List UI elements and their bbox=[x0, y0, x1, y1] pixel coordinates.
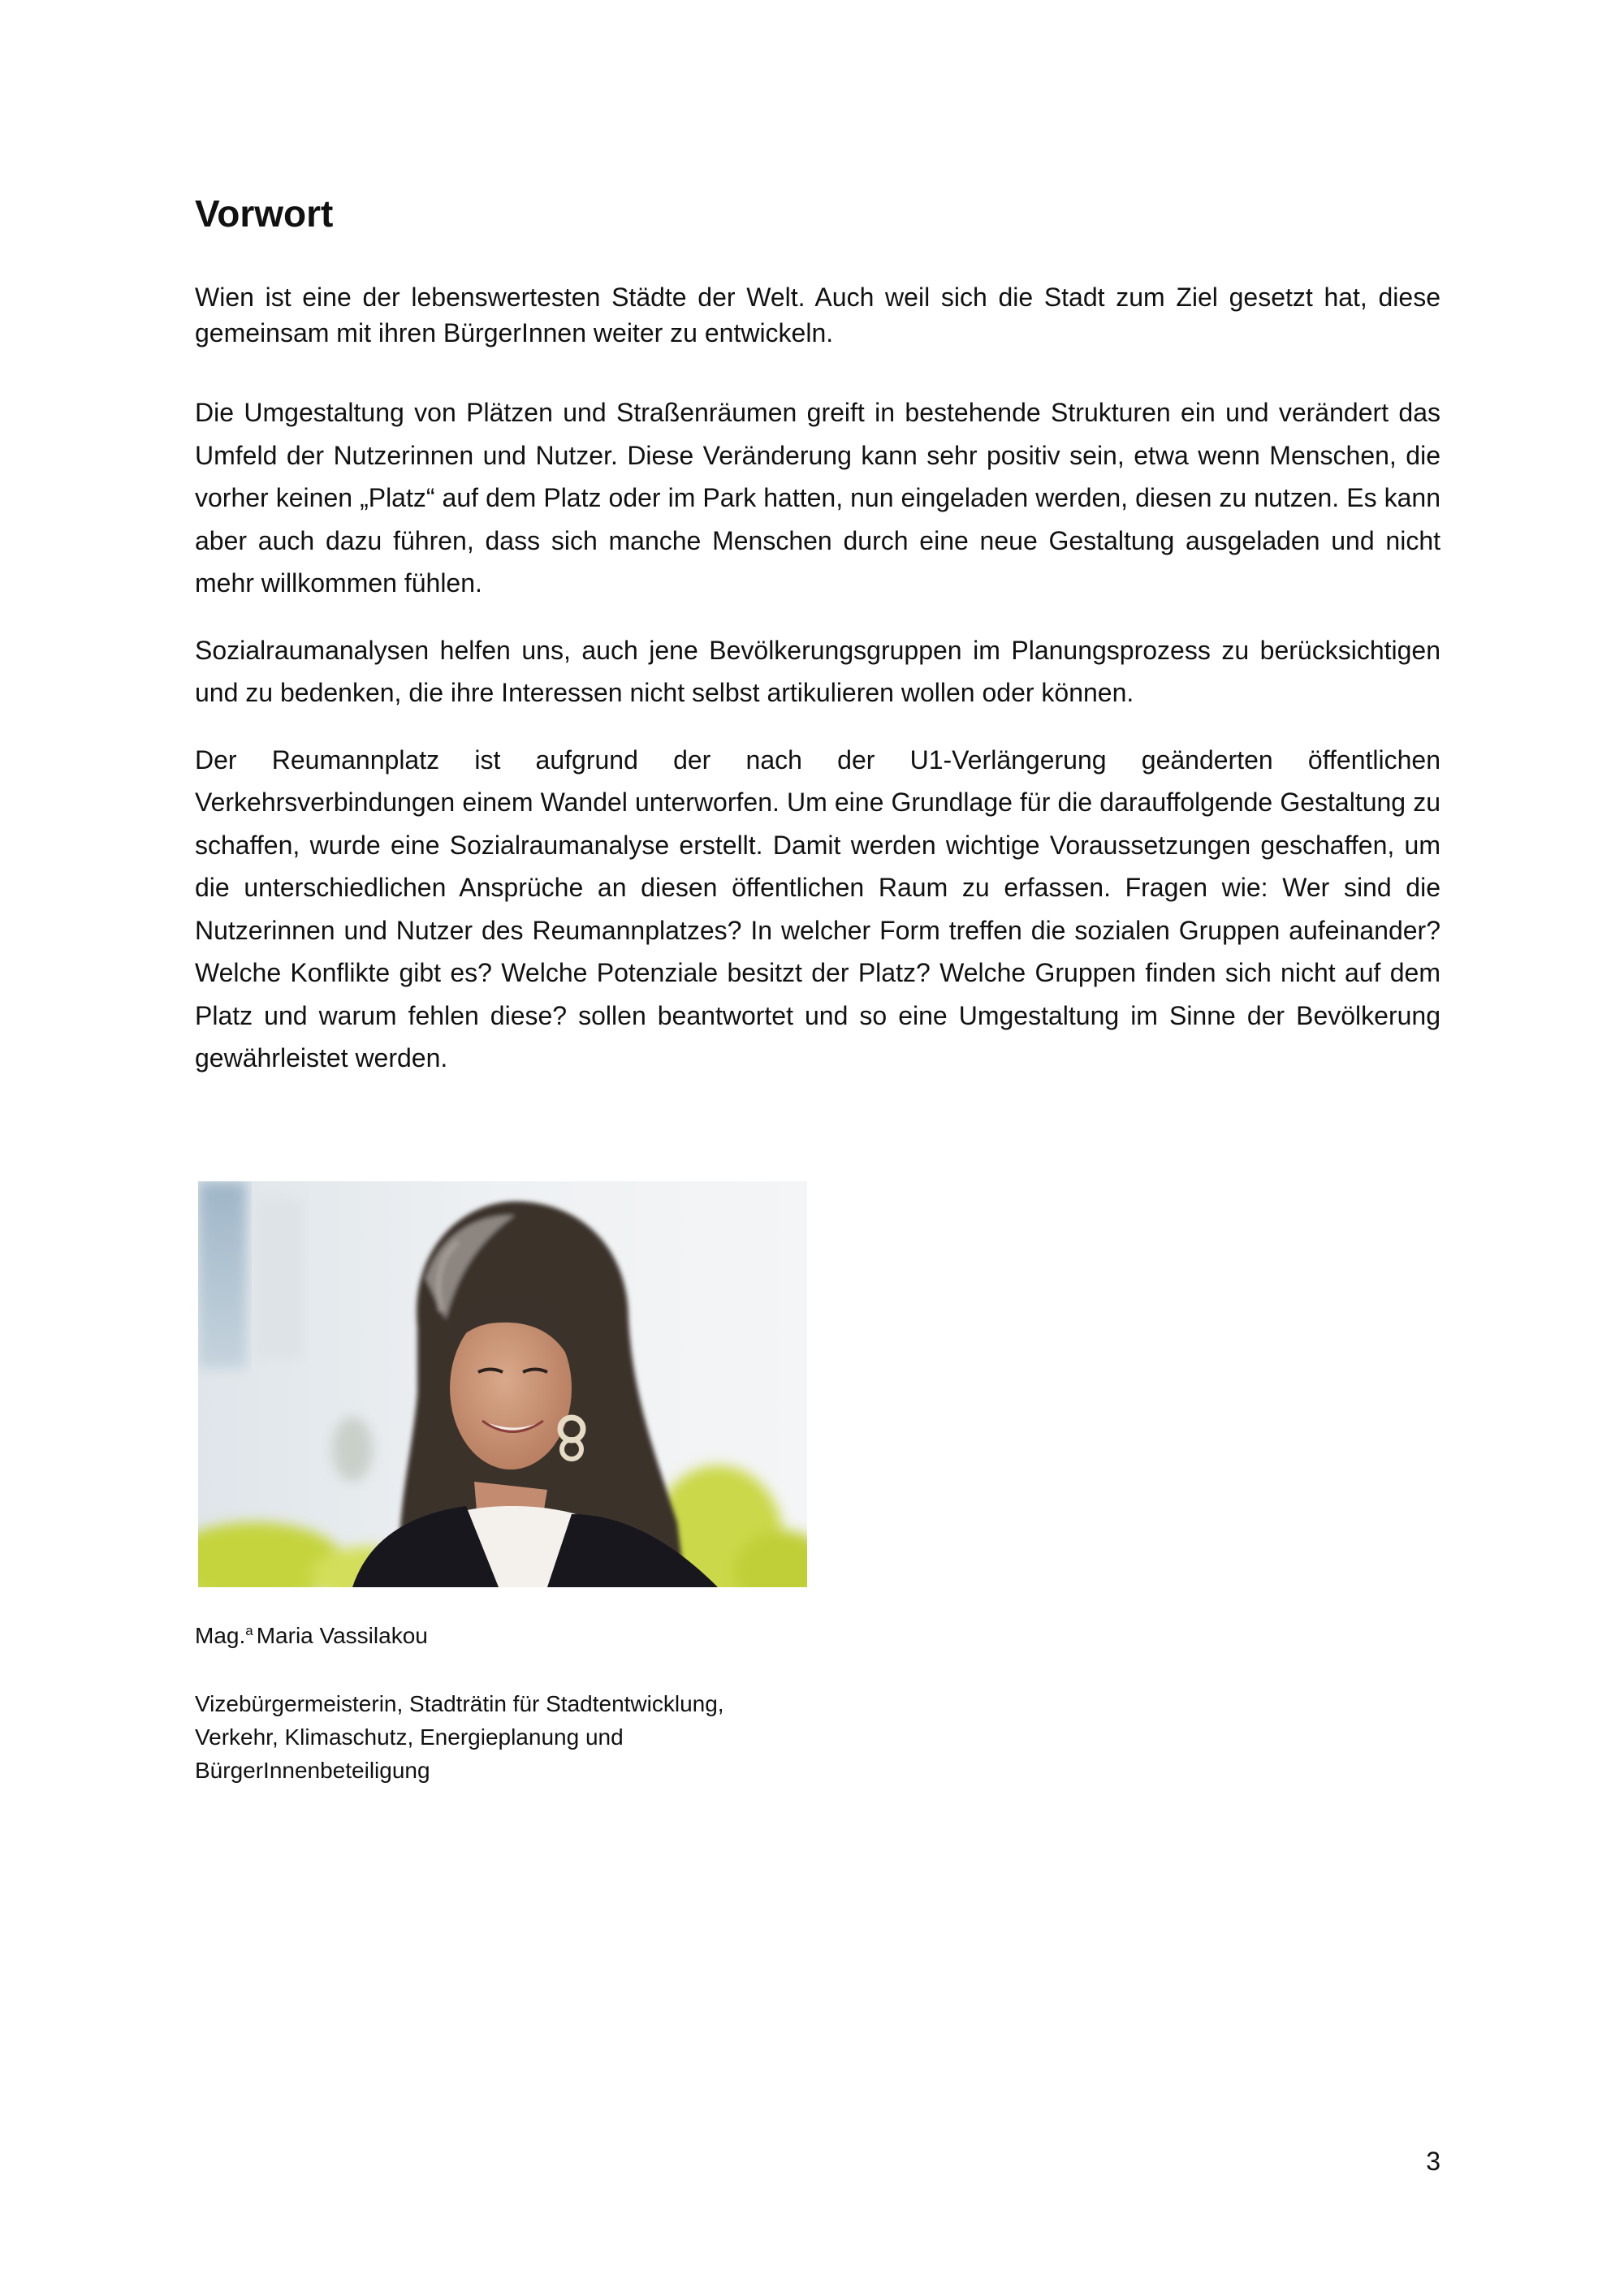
signatory-role bbox=[195, 1687, 926, 1787]
body-text bbox=[195, 279, 1440, 1080]
signatory-title-prefix: Mag. bbox=[195, 1623, 246, 1648]
paragraph-intro: Wien ist eine der lebenswertesten Städte der Welt. Auch weil sich die Stadt zum Ziel gesetzt hat, diese gemeinsam mit ihren BürgerInnen weiter zu entwickeln. bbox=[195, 283, 1440, 347]
signatory-role-line: Vizebürgermeisterin, Stadträtin für Stadtentwicklung, bbox=[195, 1691, 724, 1716]
signatory-role-line: Verkehr, Klimaschutz, Energieplanung und bbox=[195, 1724, 624, 1750]
paragraph-umgestaltung: Die Umgestaltung von Plätzen und Straßenräumen greift in bestehende Strukturen ein und verändert das Umfeld der Nutzerinnen und Nutzer. Diese Veränderung kann sehr positiv sein, etwa wenn Menschen, die vorher keinen „Platz“ auf dem Platz oder im Park hatten, nun eingeladen werden, diesen zu nutzen. Es kann aber auch dazu führen, dass sich manche Menschen durch eine neue Gestaltung ausgeladen und nicht mehr willkommen fühlen. bbox=[195, 398, 1440, 598]
paragraph-reumannplatz: Der Reumannplatz ist aufgrund der nach der U1-Verlängerung geänderten öffentlichen Verkehrsverbindungen einem Wandel unterworfen. Um eine Grundlage für die darauffolgende Gestaltung zu schaffen, wurde eine Sozialraumanalyse erstellt. Damit werden wichtige Voraussetzungen geschaffen, um die unterschiedlichen Ansprüche an diesen öffentlichen Raum zu erfassen. Fragen wie: Wer sind die Nutzerinnen und Nutzer des Reumannplatzes? In welcher Form treffen die sozialen Gruppen aufeinander? Welche Konflikte gibt es? Welche Potenziale besitzt der Platz? Welche Gruppen finden sich nicht auf dem Platz und warum fehlen diese? sollen beantwortet und so eine Umgestaltung im Sinne der Bevölkerung gewährleistet werden. bbox=[195, 744, 1440, 1072]
signatory-name-line bbox=[195, 1621, 428, 1651]
page-number: 3 bbox=[1426, 2147, 1440, 2176]
page-heading: Vorwort bbox=[195, 192, 334, 235]
signatory-role-line: BürgerInnenbeteiligung bbox=[195, 1758, 430, 1783]
signatory-title-suffix: a bbox=[245, 1622, 253, 1638]
paragraph-sozialraumanalysen: Sozialraumanalysen helfen uns, auch jene Bevölkerungsgruppen im Planungsprozess zu berücksichtigen und zu bedenken, die ihre Interessen nicht selbst artikulieren wollen oder können. bbox=[195, 635, 1440, 707]
signatory-name: Maria Vassilakou bbox=[256, 1623, 428, 1648]
portrait-photo bbox=[198, 1181, 807, 1587]
